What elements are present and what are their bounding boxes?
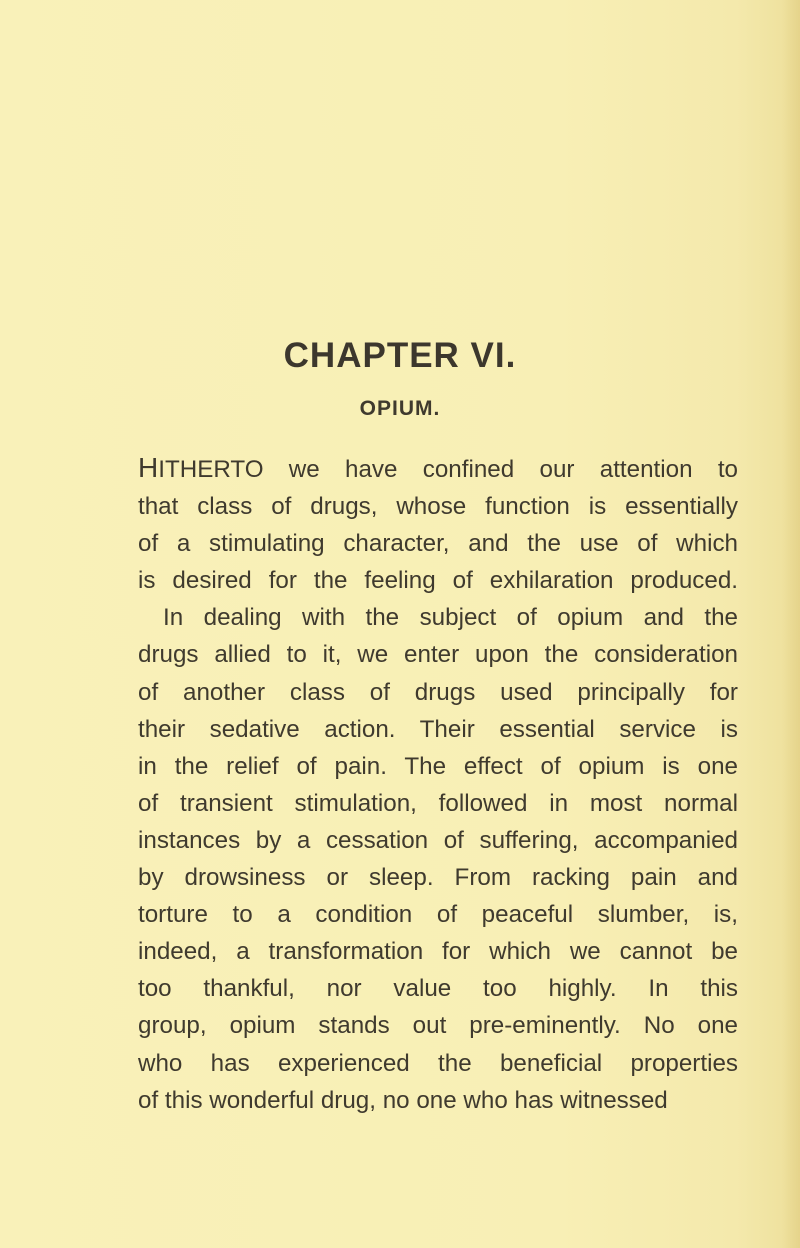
chapter-heading: CHAPTER VI. (283, 336, 517, 375)
text-line: by drowsiness or sleep. From racking pain and (138, 864, 738, 892)
paragraph-start-line: In dealing with the subject of opium and the (163, 604, 738, 632)
text-line: of a stimulating character, and the use of which (138, 530, 738, 558)
body-text (138, 449, 738, 1119)
text-line: group, opium stands out pre-eminently. No one (138, 1012, 738, 1040)
text-line: of another class of drugs used principally for (138, 678, 738, 706)
text-line: drugs allied to it, we enter upon the consideration (138, 641, 738, 669)
text-line: who has experienced the beneficial properties (138, 1049, 738, 1077)
text-line-1 (138, 449, 738, 488)
text-line: of transient stimulation, followed in most normal (138, 789, 738, 817)
text-line: their sedative action. Their essential service is (138, 715, 738, 743)
text-line: torture to a condition of peaceful slumber, is, (138, 901, 738, 929)
text-line-last: of this wonderful drug, no one who has witnessed (138, 1086, 668, 1114)
text-line-1-rest: we have confined our attention to (263, 456, 738, 483)
text-line: that class of drugs, whose function is essentially (138, 493, 738, 521)
lead-small-caps: ITHERTO (158, 456, 264, 483)
text-line: instances by a cessation of suffering, accompanied (138, 826, 738, 854)
text-line: indeed, a transformation for which we cannot be (138, 938, 738, 966)
chapter-subheading: OPIUM. (359, 397, 441, 420)
drop-lead-letter: H (138, 452, 159, 483)
text-line: is desired for the feeling of exhilaration produced. (138, 567, 738, 595)
text-line: too thankful, nor value too highly. In this (138, 975, 738, 1003)
text-line: in the relief of pain. The effect of opium is one (138, 752, 738, 780)
